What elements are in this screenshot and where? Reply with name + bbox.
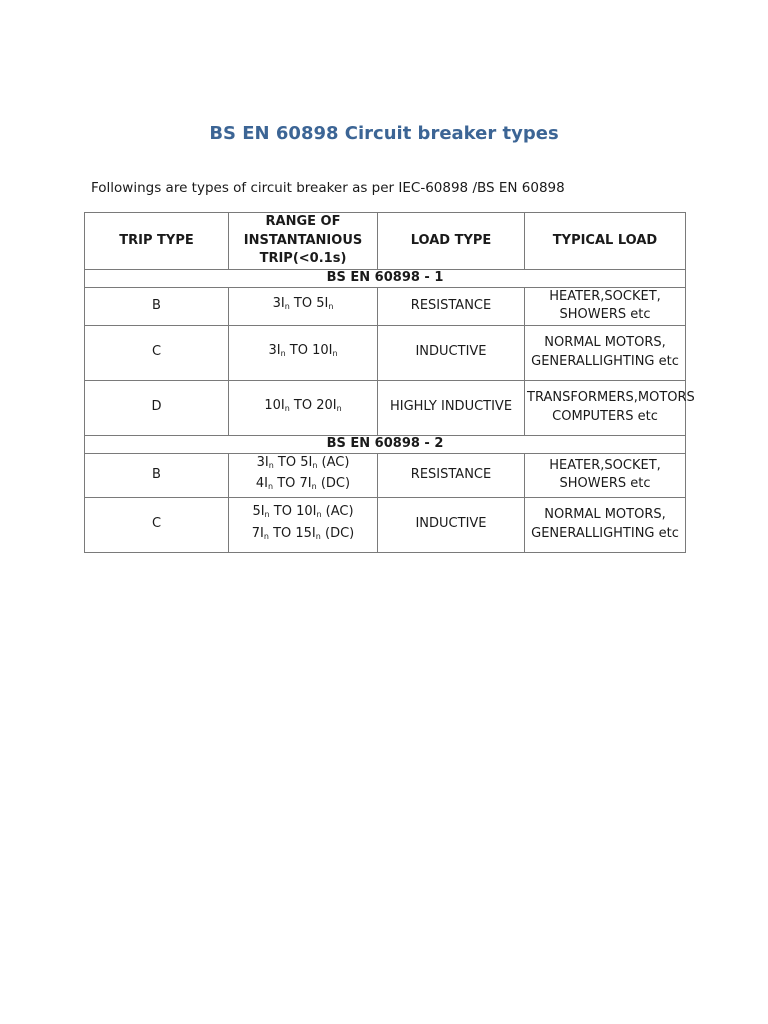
range-subscript: n [336, 403, 342, 413]
range-subscript: n [268, 482, 274, 491]
range-subscript: n [328, 302, 334, 312]
range-subscript: n [315, 531, 321, 541]
range-line [231, 397, 375, 419]
range-subscript: n [268, 460, 274, 470]
range-text: TO 5I [289, 296, 329, 312]
typical-load-cell: NORMAL MOTORS, GENERALLIGHTING etc [525, 497, 686, 552]
range-cell [229, 287, 378, 325]
header-load-type: LOAD TYPE [378, 213, 525, 270]
trip-type-cell: C [85, 497, 229, 552]
load-type-cell: RESISTANCE [378, 287, 525, 325]
typical-load-cell: HEATER,SOCKET, SHOWERS etc [525, 453, 686, 497]
range-text: (DC) [320, 525, 355, 541]
range-cell [229, 325, 378, 380]
range-text: (AC) [317, 454, 350, 470]
table-row [85, 453, 686, 497]
range-text: TO 7I [273, 476, 312, 491]
range-subscript: n [311, 482, 317, 491]
range-subscript: n [280, 348, 286, 358]
load-type-cell: HIGHLY INDUCTIVE [378, 380, 525, 435]
header-typical-load: TYPICAL LOAD [525, 213, 686, 270]
trip-type-cell: B [85, 453, 229, 497]
trip-type-cell: B [85, 287, 229, 325]
range-line [231, 454, 375, 476]
range-text: 3I [272, 296, 285, 312]
table-row [85, 380, 686, 435]
range-text: TO 5I [273, 454, 313, 470]
section-row [85, 435, 686, 453]
load-type-cell: INDUCTIVE [378, 497, 525, 552]
typical-load-cell: NORMAL MOTORS, GENERALLIGHTING etc [525, 325, 686, 380]
section-row [85, 269, 686, 287]
range-text: TO 20I [289, 397, 337, 413]
range-subscript: n [263, 531, 269, 541]
section-title: BS EN 60898 - 1 [85, 269, 686, 287]
header-trip-type: TRIP TYPE [85, 213, 229, 270]
range-subscript: n [284, 302, 290, 312]
range-text: 7I [251, 525, 264, 541]
range-line [231, 342, 375, 364]
range-cell [229, 380, 378, 435]
range-subscript: n [264, 510, 270, 519]
trip-type-cell: D [85, 380, 229, 435]
trip-type-cell: C [85, 325, 229, 380]
table-header-row [85, 213, 686, 270]
section-title: BS EN 60898 - 2 [85, 435, 686, 453]
header-range: RANGE OF INSTANTANIOUS TRIP(<0.1s) [229, 213, 378, 270]
page-title: BS EN 60898 Circuit breaker types [209, 123, 559, 144]
range-text: TO 10I [269, 504, 317, 519]
typical-load-cell: HEATER,SOCKET, SHOWERS etc [525, 287, 686, 325]
range-line [231, 295, 375, 317]
range-text: 3I [256, 454, 269, 470]
range-line [231, 503, 375, 525]
typical-load-cell: TRANSFORMERS,MOTORS COMPUTERS etc [525, 380, 686, 435]
range-text: TO 10I [285, 342, 333, 358]
range-subscript: n [332, 348, 338, 358]
range-text: (AC) [321, 504, 354, 519]
range-text: TO 15I [268, 525, 316, 541]
range-subscript: n [284, 403, 290, 413]
range-text: 10I [264, 397, 285, 413]
range-cell [229, 453, 378, 497]
intro-text: Followings are types of circuit breaker as per IEC-60898 /BS EN 60898 [91, 180, 565, 196]
range-text: 3I [268, 342, 281, 358]
range-subscript: n [312, 460, 318, 470]
range-subscript: n [316, 510, 322, 519]
range-cell [229, 497, 378, 552]
range-text: 4I [255, 476, 269, 491]
table-row [85, 287, 686, 325]
range-text: 5I [252, 504, 265, 519]
circuit-breaker-table [84, 212, 695, 553]
range-text: (DC) [316, 476, 351, 491]
load-type-cell: RESISTANCE [378, 453, 525, 497]
range-line [231, 525, 375, 547]
load-type-cell: INDUCTIVE [378, 325, 525, 380]
table-row [85, 325, 686, 380]
range-line [231, 475, 375, 497]
table-row [85, 497, 686, 552]
